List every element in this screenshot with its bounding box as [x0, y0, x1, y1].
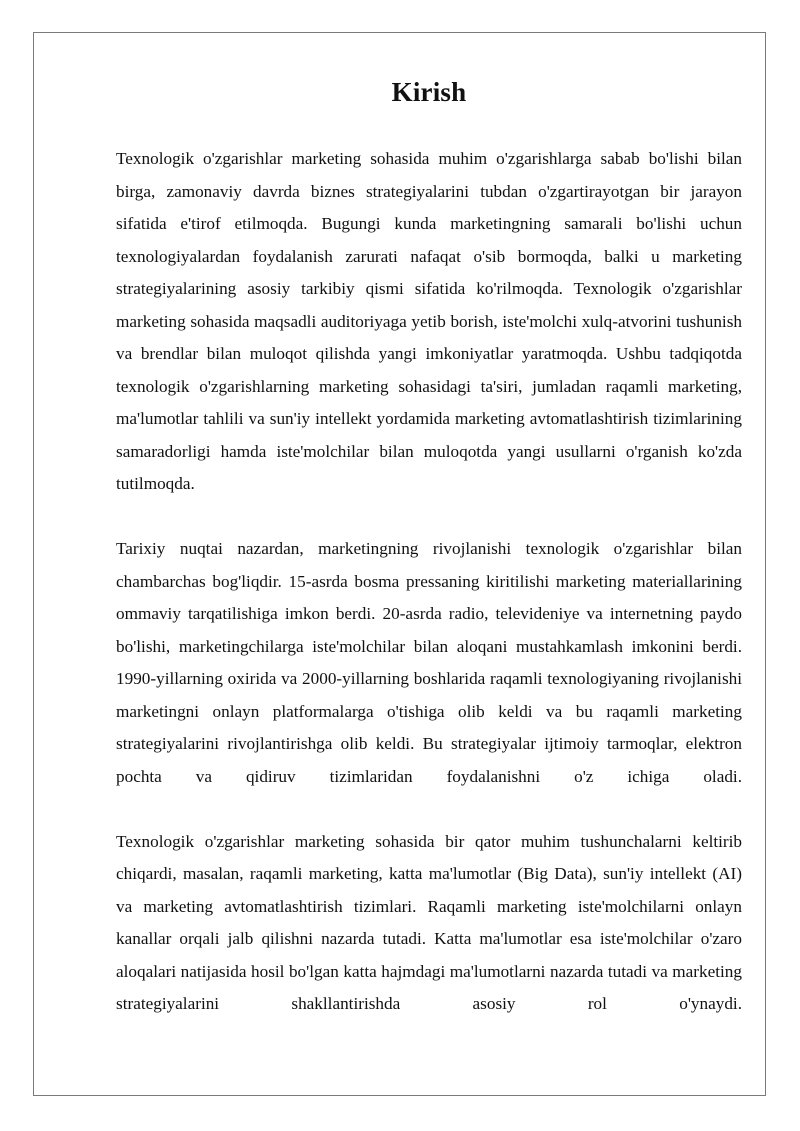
document-body: [116, 74, 742, 1021]
paragraph-1: Texnologik o'zgarishlar marketing sohasida muhim o'zgarishlarga sabab bo'lishi bilan birga, zamonaviy davrda biznes strategiyalarini tubdan o'zgartirayotgan bir jarayon sifatida e'tirof etilmoqda. Bugungi kunda marketingning samarali bo'lishi uchun texnologiyalardan foydalanish zarurati nafaqat o'sib bormoqda, balki u marketing strategiyalarining asosiy tarkibiy qismi sifatida ko'rilmoqda. Texnologik o'zgarishlar marketing sohasida maqsadli auditoriyaga yetib borish, iste'molchi xulq-atvorini tushunish va brendlar bilan muloqot qilishda yangi imkoniyatlar yaratmoqda. Ushbu tadqiqotda texnologik o'zgarishlarning marketing sohasidagi ta'siri, jumladan raqamli marketing, ma'lumotlar tahlili va sun'iy intellekt yordamida marketing avtomatlashtirish tizimlarining samaradorligi hamda iste'molchilar bilan muloqotda yangi usullarni o'rganish ko'zda tutilmoqda.: [116, 149, 742, 493]
document-title: Kirish: [391, 77, 467, 107]
paragraph-3: Texnologik o'zgarishlar marketing sohasida bir qator muhim tushunchalarni keltirib chiqardi, masalan, raqamli marketing, katta ma'lumotlar (Big Data), sun'iy intellekt (AI) va marketing avtomatlashtirish tizimlari. Raqamli marketing iste'molchilarni onlayn kanallar orqali jalb qilishni nazarda tutadi. Katta ma'lumotlar esa iste'molchilar o'zaro aloqalari natijasida hosil bo'lgan katta hajmdagi ma'lumotlarni nazarda tutadi va marketing strategiyalarini shakllantirishda asosiy rol o'ynaydi.: [116, 831, 742, 1013]
paragraph-2: Tarixiy nuqtai nazardan, marketingning rivojlanishi texnologik o'zgarishlar bilan chambarchas bog'liqdir. 15-asrda bosma pressaning kiritilishi marketing materiallarining ommaviy tarqatilishiga imkon berdi. 20-asrda radio, televideniye va internetning paydo bo'lishi, marketingchilarga iste'molchilar bilan aloqani mustahkamlash imkonini berdi. 1990-yillarning oxirida va 2000-yillarning boshlarida raqamli texnologiyaning rivojlanishi marketingni onlayn platformalarga o'tishiga olib keldi va bu raqamli marketing strategiyalarini rivojlantirishga olib keldi. Bu strategiyalar ijtimoiy tarmoqlar, elektron pochta va qidiruv tizimlaridan foydalanishni o'z ichiga oladi.: [116, 539, 742, 786]
